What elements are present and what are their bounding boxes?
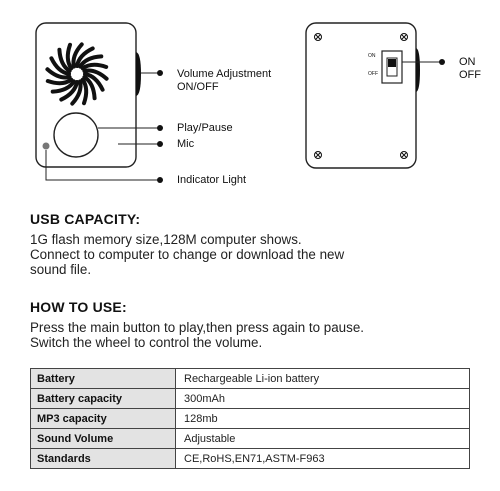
volume-label: Volume Adjustment xyxy=(177,68,272,80)
spec-key: Standards xyxy=(31,449,176,469)
mic-label: Mic xyxy=(177,138,195,150)
spec-key: Battery capacity xyxy=(31,389,176,409)
usb-capacity-text xyxy=(30,232,480,277)
spec-value: 300mAh xyxy=(176,389,470,409)
indicator-light-label: Indicator Light xyxy=(177,174,247,186)
volume-callout xyxy=(177,68,271,94)
table-row xyxy=(31,449,470,469)
spec-value: Adjustable xyxy=(176,429,470,449)
volume-wheel xyxy=(136,52,141,96)
usb-line: 1G flash memory size,128M computer shows. xyxy=(30,232,302,247)
switch-on-small-label: ON xyxy=(368,53,376,59)
table-row xyxy=(31,389,470,409)
usb-line: sound file. xyxy=(30,262,92,277)
spec-value: Rechargeable Li-ion battery xyxy=(176,369,470,389)
on-label: ON xyxy=(459,56,476,68)
usb-capacity-heading: USB CAPACITY: xyxy=(30,211,141,227)
on-off-label: ON/OFF xyxy=(177,81,219,93)
switch-off-small-label: OFF xyxy=(368,71,378,77)
play-pause-label: Play/Pause xyxy=(177,122,233,134)
spec-value: CE,RoHS,EN71,ASTM-F963 xyxy=(176,449,470,469)
device-back-body xyxy=(306,23,416,168)
play-pause-button xyxy=(54,113,98,157)
spec-key: Sound Volume xyxy=(31,429,176,449)
table-row xyxy=(31,429,470,449)
how-to-use-text xyxy=(30,320,480,350)
usb-line: Connect to computer to change or download the new xyxy=(30,247,345,262)
spec-key: Battery xyxy=(31,369,176,389)
specs-table xyxy=(30,368,470,469)
off-label: OFF xyxy=(459,69,481,81)
how-to-use-heading: HOW TO USE: xyxy=(30,299,127,315)
table-row xyxy=(31,369,470,389)
howto-line: Press the main button to play,then press again to pause. xyxy=(30,320,364,335)
spec-value: 128mb xyxy=(176,409,470,429)
indicator-light xyxy=(43,143,50,150)
table-row xyxy=(31,409,470,429)
howto-line: Switch the wheel to control the volume. xyxy=(30,335,263,350)
spec-key: MP3 capacity xyxy=(31,409,176,429)
